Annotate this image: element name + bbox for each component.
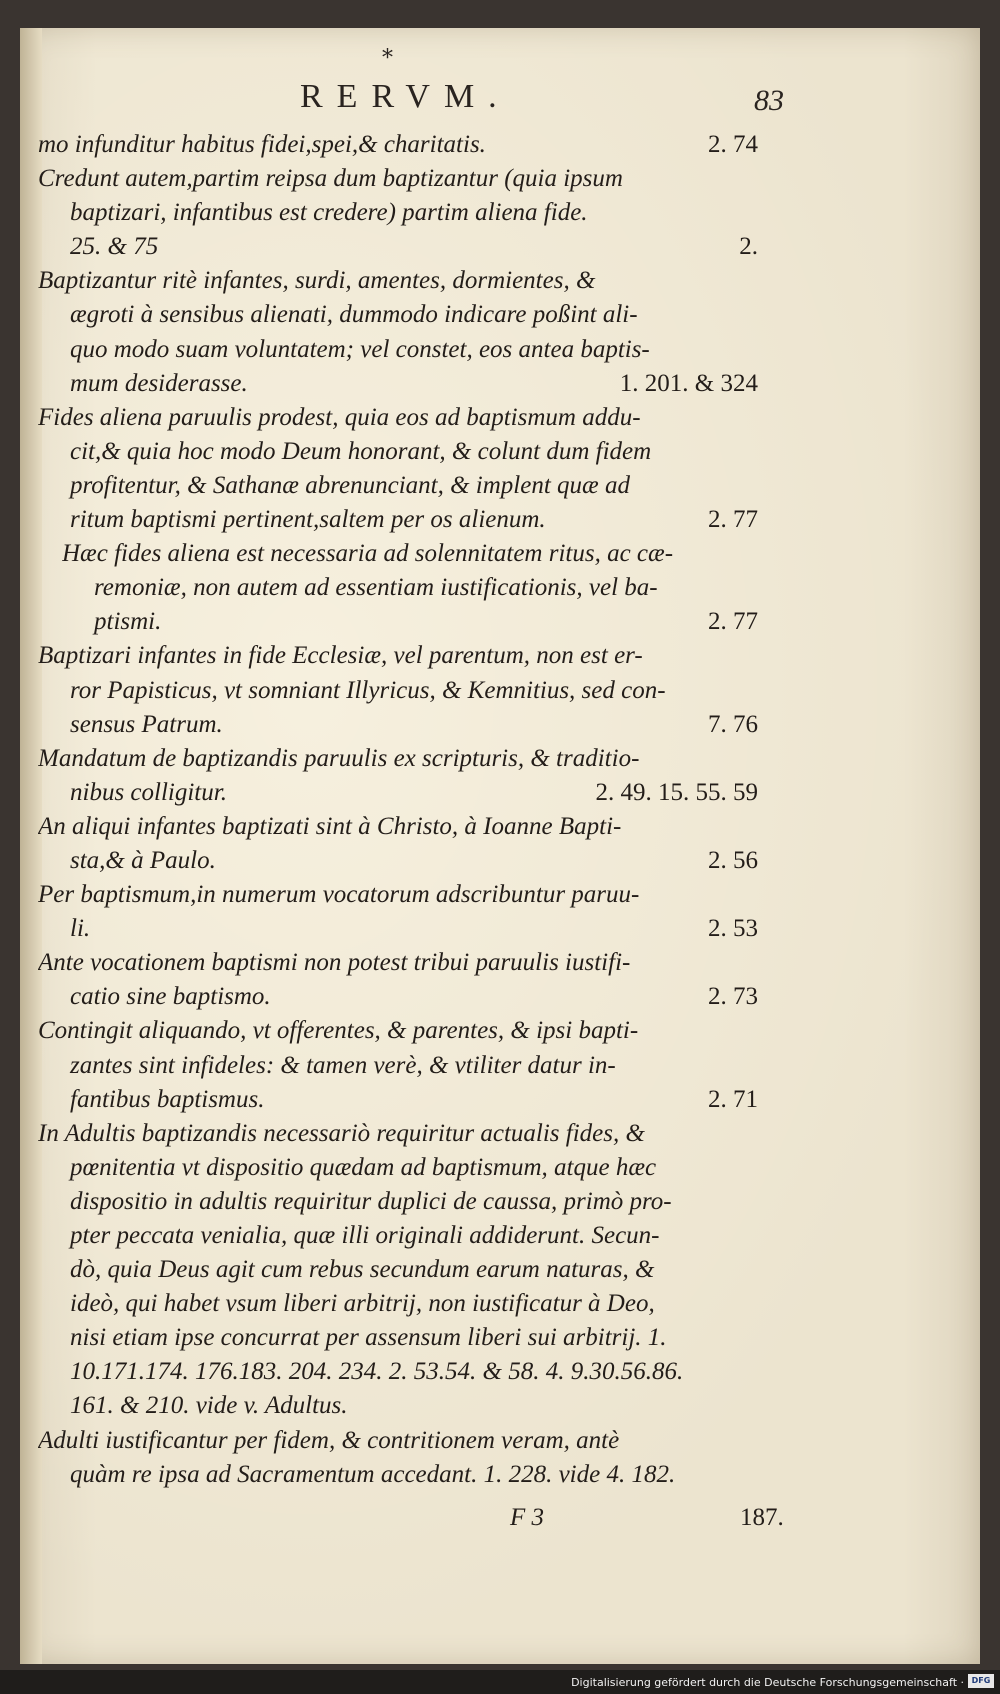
entry-line: An aliqui infantes baptizati sint à Christo, à Ioanne Bapti- (38, 812, 622, 840)
entry-line (38, 230, 758, 264)
entry-line (38, 708, 758, 742)
page-reference: 2. 49. 15. 55. 59 (595, 778, 758, 806)
page-reference: 2. 77 (708, 608, 758, 636)
entry-line-text: mo infunditur habitus fidei,spei,& charitatis. (38, 131, 486, 158)
catchword: 187. (740, 1504, 784, 1531)
entry-line: Contingit aliquando, vt offerentes, & parentes, & ipsi bapti- (38, 1017, 639, 1045)
page-reference: 2. 77 (708, 506, 758, 534)
entry-line: pter peccata venialia, quæ illi originali addiderunt. Secun- (70, 1222, 660, 1249)
entry-line-text: ritum baptismi pertinent,saltem per os alienum. (70, 506, 546, 534)
entry-line (38, 367, 758, 401)
page-reference: 2. 71 (708, 1085, 758, 1113)
entry-line: Hæc fides aliena est necessaria ad solennitatem ritus, ac cæ- (62, 540, 674, 568)
index-entry (38, 1014, 758, 1116)
entry-line (38, 128, 758, 162)
entry-line: Adulti iustificantur per fidem, & contritionem veram, antè (38, 1426, 620, 1454)
index-entry (38, 1117, 758, 1424)
entry-line-text: ptismi. (94, 608, 162, 636)
entry-line: quàm re ipsa ad Sacramentum accedant. 1. 228. vide 4. 182. (70, 1460, 676, 1488)
index-entry (38, 401, 758, 537)
entry-line: Ante vocationem baptismi non potest tribui paruulis iustifi- (38, 949, 631, 977)
page-reference: 2. 74 (708, 131, 758, 158)
entry-line: Credunt autem,partim reipsa dum baptizantur (quia ipsum (38, 165, 623, 193)
book-page (20, 28, 980, 1664)
entry-line: remoniæ, non autem ad essentiam iustificationis, vel ba- (94, 574, 658, 602)
entry-line: pœnitentia vt dispositio quædam ad baptismum, atque hæc (70, 1153, 657, 1181)
entry-line: profitentur, & Sathanæ abrenunciant, & implent quæ ad (70, 471, 630, 499)
page-reference: 7. 76 (708, 710, 758, 738)
dfg-logo: DFG (968, 1674, 994, 1688)
entry-line: Per baptismum,in numerum vocatorum adscribuntur paruu- (38, 881, 640, 909)
entry-line-text: li. (70, 915, 91, 943)
entry-line: Fides aliena paruulis prodest, quia eos ad baptismum addu- (38, 403, 641, 431)
index-entry (38, 162, 758, 264)
index-entry (38, 264, 758, 400)
index-entry (38, 878, 758, 946)
page-reference: 2. 53 (708, 915, 758, 943)
running-head: RERVM. (300, 78, 511, 115)
entry-line-text: nibus colligitur. (70, 778, 227, 806)
page-mark: * (382, 46, 393, 71)
entry-line: ægroti à sensibus alienati, dummodo indicare poßint ali- (70, 301, 638, 329)
index-text-block (38, 128, 758, 1492)
index-entry (38, 639, 758, 741)
entry-line: 161. & 210. vide v. Adultus. (70, 1392, 348, 1420)
index-entry (38, 810, 758, 878)
index-entry (38, 742, 758, 810)
signature-mark: F 3 (510, 1504, 545, 1531)
entry-line: dò, quia Deus agit cum rebus secundum earum naturas, & (70, 1256, 655, 1284)
entry-line-text: sensus Patrum. (70, 710, 223, 738)
page-reference: 1. 201. & 324 (619, 369, 758, 397)
entry-line (38, 912, 758, 946)
page-reference: 2. 56 (708, 846, 758, 874)
entry-line-text: fantibus baptismus. (70, 1085, 265, 1113)
index-entry (38, 1424, 758, 1492)
entry-line: In Adultis baptizandis necessariò requiritur actualis fides, & (38, 1119, 645, 1147)
page-number: 83 (754, 84, 784, 117)
entry-line: Baptizari infantes in fide Ecclesiæ, vel parentum, non est er- (38, 642, 643, 670)
entry-line (38, 980, 758, 1014)
entry-line: 10.171.174. 176.183. 204. 234. 2. 53.54. & 58. 4. 9.30.56.86. (70, 1358, 684, 1386)
index-entry (38, 128, 758, 162)
entry-line: dispositio in adultis requiritur duplici de caussa, primò pro- (70, 1187, 672, 1215)
entry-line-text: catio sine baptismo. (70, 983, 271, 1011)
page-reference: 2. 73 (708, 983, 758, 1011)
entry-line-text: sta,& à Paulo. (70, 846, 216, 874)
entry-line: Mandatum de baptizandis paruulis ex scripturis, & traditio- (38, 744, 640, 772)
entry-line (38, 503, 758, 537)
funding-notice: Digitalisierung gefördert durch die Deutsche Forschungsgemeinschaft · (571, 1676, 964, 1689)
entry-line (62, 605, 758, 639)
entry-line (38, 776, 758, 810)
entry-line: zantes sint infideles: & tamen verè, & vtiliter datur in- (70, 1051, 616, 1079)
entry-line: cit,& quia hoc modo Deum honorant, & colunt dum fidem (70, 437, 652, 465)
entry-line: Baptizantur ritè infantes, surdi, amentes, dormientes, & (38, 267, 596, 295)
entry-line: quo modo suam voluntatem; vel constet, eos antea baptis- (70, 335, 650, 363)
index-entry (38, 537, 758, 639)
entry-line-text: 25. & 75 (70, 233, 159, 261)
entry-line: baptizari, infantibus est credere) partim aliena fide. (70, 199, 588, 227)
entry-line (38, 844, 758, 878)
entry-line-text: mum desiderasse. (70, 369, 248, 397)
entry-line: ideò, qui habet vsum liberi arbitrij, non iustificatur à Deo, (70, 1290, 655, 1318)
index-entry (38, 946, 758, 1014)
page-reference: 2. (739, 233, 758, 261)
entry-line: ror Papisticus, vt somniant Illyricus, & Kemnitius, sed con- (70, 676, 666, 704)
entry-line (38, 1083, 758, 1117)
entry-line: nisi etiam ipse concurrat per assensum liberi sui arbitrij. 1. (70, 1324, 667, 1352)
